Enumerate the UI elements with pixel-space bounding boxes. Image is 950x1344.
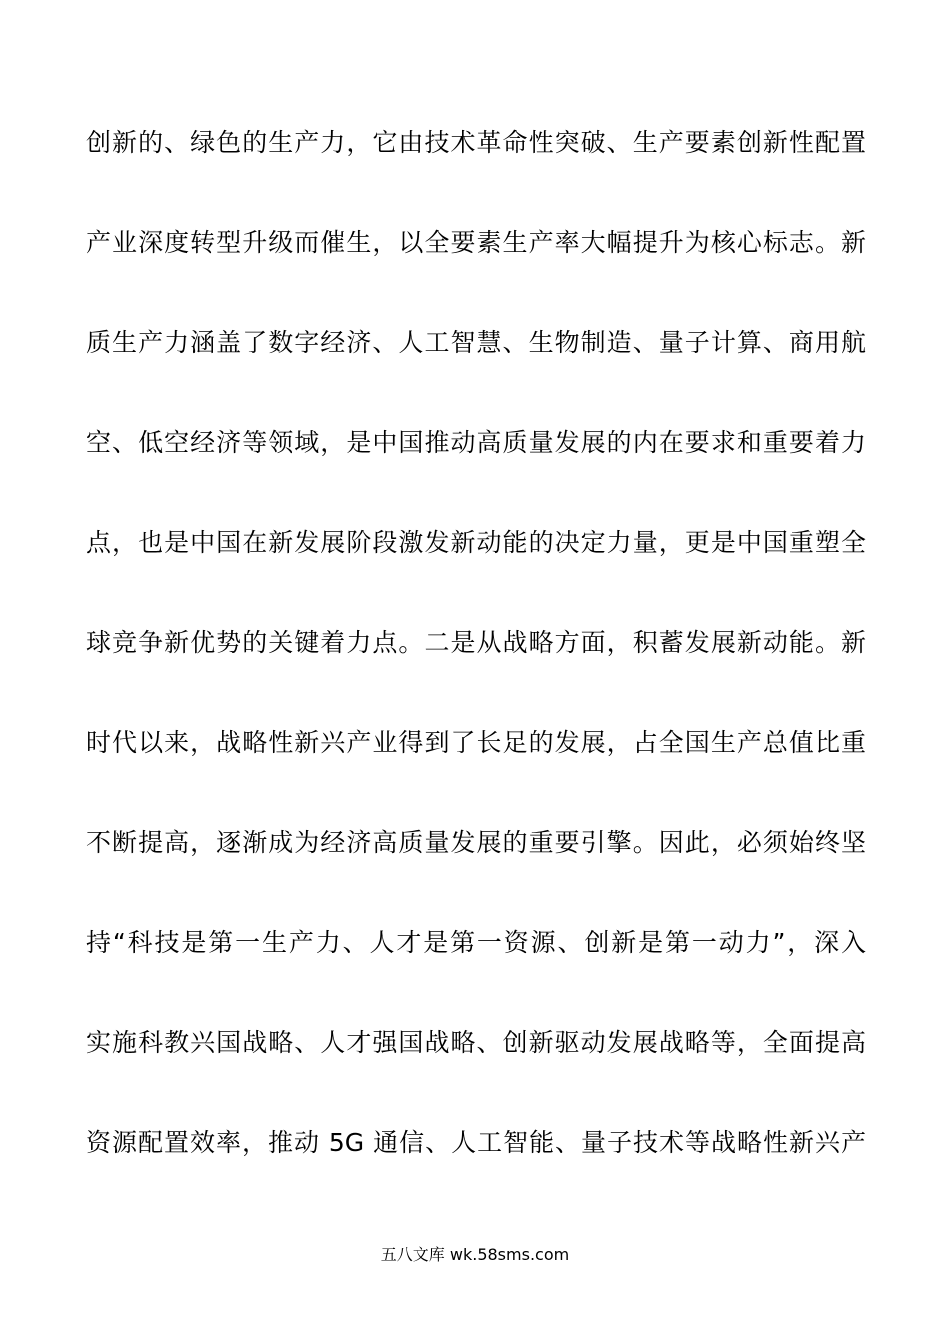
text-line: 实施科教兴国战略、人才强国战略、创新驱动发展战略等，全面提高 (86, 1028, 866, 1057)
text-line: 点，也是中国在新发展阶段激发新动能的决定力量，更是中国重塑全 (86, 528, 866, 557)
text-line: 产业深度转型升级而催生，以全要素生产率大幅提升为核心标志。新 (86, 228, 866, 257)
text-line: 持“科技是第一生产力、人才是第一资源、创新是第一动力”，深入 (86, 928, 866, 957)
text-line: 创新的、绿色的生产力，它由技术革命性突破、生产要素创新性配置 (86, 128, 866, 157)
text-line: 资源配置效率，推动 5G 通信、人工智能、量子技术等战略性新兴产 (86, 1128, 866, 1157)
text-line: 球竞争新优势的关键着力点。二是从战略方面，积蓄发展新动能。新 (86, 628, 866, 657)
text-line: 时代以来，战略性新兴产业得到了长足的发展，占全国生产总值比重 (86, 728, 866, 757)
text-line: 质生产力涵盖了数字经济、人工智慧、生物制造、量子计算、商用航 (86, 328, 866, 357)
page-footer: 五八文库 wk.58sms.com (380, 1245, 570, 1264)
body-text (86, 118, 866, 1218)
text-line: 不断提高，逐渐成为经济高质量发展的重要引擎。因此，必须始终坚 (86, 828, 866, 857)
text-line: 空、低空经济等领域，是中国推动高质量发展的内在要求和重要着力 (86, 428, 866, 457)
